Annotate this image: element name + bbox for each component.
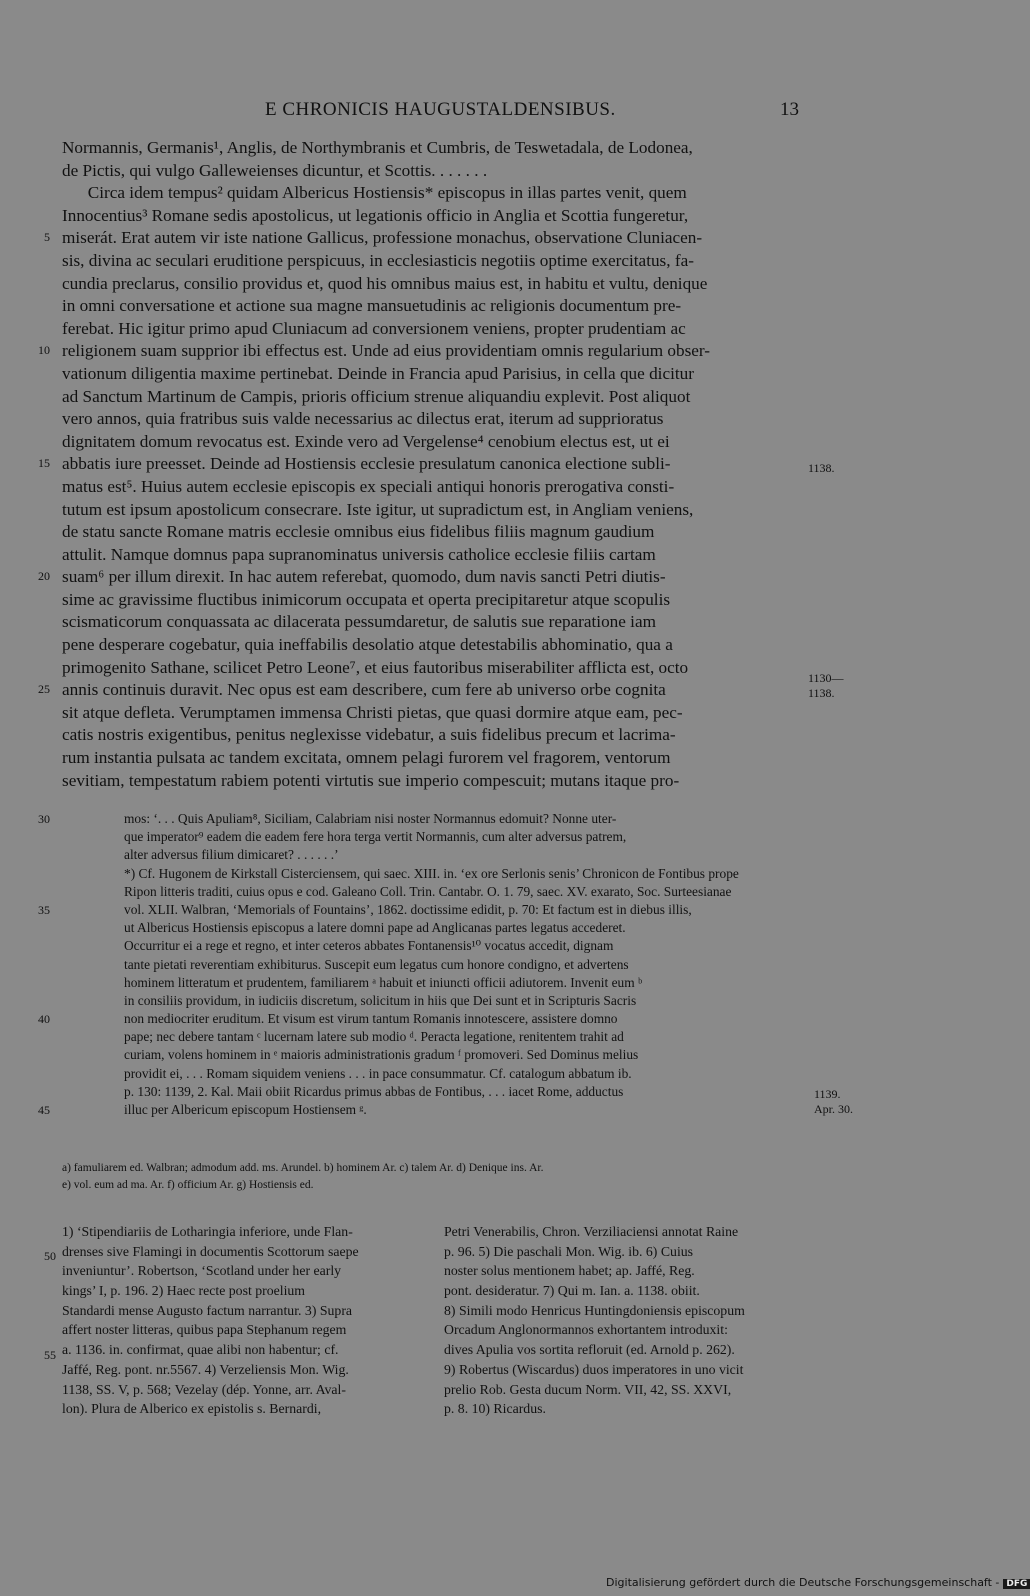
margin-date: 1138. [808,461,835,475]
main-text [62,137,805,792]
text-line: pene desperare cogebatur, quia ineffabilis desolatio atque detestabilis abhominatio, qua a [62,635,673,655]
text-line: de statu sancte Romane matris ecclesie omnibus eius fidelibus filiis magnum gaudium [62,522,655,542]
text-line: catis nostris exigentibus, penitus neglexisse videbatur, a suis fidelibus precum et lacrima- [62,725,676,745]
text-line: vero annos, quia fratribus suis valde necessarius ac dilectus erat, iterum ad supprioratus [62,409,664,429]
text-line: rum instantia pulsata ac tandem excitata, omnem pelagi furorem vel fragorem, ventorum [62,748,671,768]
text-line: lon). Plura de Alberico ex epistolis s. Bernardi, [62,1401,322,1417]
text-line: mos: ‘. . . Quis Apuliam⁸, Siciliam, Calabriam nisi noster Normannus edomuit? Nonne uter- [124,811,617,826]
text-line: matus est⁵. Huius autem ecclesie episcopis ex speciali antiqui honoris prerogativa consti- [62,476,675,496]
text-line: suam⁶ per illum direxit. In hac autem referebat, quomodo, dum navis sancti Petri diutis- [62,567,666,587]
text-line: affert noster litteras, quibus papa Stephanum regem [62,1322,347,1338]
text-line: ad Sanctum Martinum de Campis, prioris officium strenue aliquandiu explevit. Post aliquot [62,386,691,406]
text-line: vol. XLII. Walbran, ‘Memorials of Fountains’, 1862. doctissime edidit, p. 70: Et factum est in diebus illis, [124,901,692,917]
text-line: p. 96. 5) Die paschali Mon. Wig. ib. 6) Cuius [444,1243,694,1259]
text-line: hominem litteratum et prudentem, familiarem ᵃ habuit et iniuncti officii adiutorem. Invenit eum ᵇ [124,974,643,990]
footnotes-left-column [62,1222,417,1419]
text-line: que imperator⁹ eadem die eadem fere hora terga vertit Normannis, cum alter adversus patrem, [124,829,627,845]
text-line: attulit. Namque domnus papa supranominatus universis catholice ecclesie filiis cartam [62,544,656,564]
text-line: e) vol. eum ad ma. Ar. f) officium Ar. g) Hostiensis ed. [62,1179,314,1191]
text-line: Normannis, Germanis¹, Anglis, de Northymbranis et Cumbris, de Teswetadala, de Lodonea, [62,138,693,157]
line-number: 10 [38,343,50,357]
page-number: 13 [780,99,799,120]
text-line: sevitiam, tempestatum rabiem potenti virtutis sue imperio compescuit; mutans itaque pro- [62,770,680,790]
text-line: pont. desideratur. 7) Qui m. Ian. a. 1138. obiit. [444,1283,700,1299]
text-line: dives Apulia vos sortita refloruit (ed. Arnold p. 262). [444,1342,735,1358]
line-number: 15 [38,456,50,470]
text-line: abbatis iure preesset. Deinde ad Hostiensis ecclesie presulatum canonica electione subli- [62,454,671,474]
text-line: in omni conversatione et actione sua magne mansuetudinis ac religionis documentum pre- [62,296,682,316]
critical-apparatus [62,1160,543,1194]
text-line: a. 1136. in. confirmat, quae alibi non habentur; cf. [62,1342,339,1358]
text-line: cundia preclarus, consilio providus et, quod his omnibus maius est, in habitu et vultu, denique [62,273,708,293]
line-number: 40 [38,1012,50,1026]
text-line: Petri Venerabilis, Chron. Verziliaciensi annotat Raine [444,1224,739,1239]
text-line: p. 130: 1139, 2. Kal. Maii obiit Ricardus primus abbas de Fontibus, . . . iacet Rome, adductus [124,1083,624,1099]
footnotes-right-column [444,1222,799,1419]
text-line: Orcadum Anglonormannos exhortantem introduxit: [444,1322,728,1338]
text-line: tutum est ipsum apostolicum consecrare. Iste igitur, ut supradictum est, in Angliam veniens, [62,499,694,519]
line-number: 5 [44,230,50,244]
text-line: sit atque defleta. Verumptamen immensa Christi pietas, que quasi dormire atque eam, pec- [62,702,683,722]
text-line: drenses sive Flamingi in documentis Scottorum saepe [62,1243,359,1259]
text-line: Ripon litteris traditi, cuius opus e cod. Galeano Coll. Trin. Cantabr. O. 1. 79, saec. XV. exarato, Soc. Surteesianae [124,883,732,899]
footer-credit [606,1576,1030,1589]
text-line: alter adversus filium dimicaret? . . . . . .’ [124,847,339,863]
text-line: Occurritur ei a rege et regno, et inter ceteros abbates Fontanensis¹⁰ vocatus accedit, dignam [124,938,614,954]
margin-date: 1139. [814,1087,841,1101]
text-line: 8) Simili modo Henricus Huntingdoniensis episcopum [444,1302,745,1318]
text-line: providit ei, . . . Romam siquidem veniens . . . in pace consummatur. Cf. catalogum abbatum ib. [124,1065,632,1081]
text-line: non mediocriter eruditum. Et visum est virum tantum Romanis innotescere, assistere domno [124,1011,618,1027]
text-line: primogenito Sathane, scilicet Petro Leone⁷, et eius fautoribus miserabiliter afflicta est, octo [62,657,689,677]
text-line: p. 8. 10) Ricardus. [444,1401,546,1417]
text-line: ut Albericus Hostiensis episcopus a latere domni pape ad Anglicanas partes legatus accederet. [124,920,626,936]
text-line: 9) Robertus (Wiscardus) duos imperatores in uno vicit [444,1361,744,1377]
text-line: illuc per Albericum episcopum Hostiensem ᵍ. [124,1102,367,1117]
text-line: kings’ I, p. 196. 2) Haec recte post proelium [62,1283,306,1299]
text-line: *) Cf. Hugonem de Kirkstall Cisterciensem, qui saec. XIII. in. ‘ex ore Serlonis senis’ Chronicon de Fontibus prope [124,865,739,881]
text-line: prelio Rob. Gesta ducum Norm. VII, 42, SS. XXVI, [444,1381,732,1397]
running-header: E CHRONICIS HAUGUSTALDENSIBUS. [265,99,616,120]
line-number: 55 [44,1348,56,1362]
text-line: 1) ‘Stipendiariis de Lotharingia inferiore, unde Flan- [62,1224,353,1239]
text-line: noster solus mentionem habet; ap. Jaffé, Reg. [444,1263,695,1279]
margin-date: Apr. 30. [814,1102,853,1116]
text-line: pape; nec debere tantam ᶜ lucernam latere sub modio ᵈ. Peracta legatione, renitentem trahit ad [124,1029,624,1045]
margin-date: 1130— [808,671,844,685]
line-number: 45 [38,1103,50,1117]
text-line: inveniuntur’. Robertson, ‘Scotland under her early [62,1263,342,1279]
text-line: Innocentius³ Romane sedis apostolicus, ut legationis officio in Anglia et Scottia fungeretur, [62,205,689,225]
text-line: Jaffé, Reg. pont. nr.5567. 4) Verzeliensis Mon. Wig. [62,1361,349,1377]
text-line: vationum diligentia maxime pertinebat. Deinde in Francia apud Parisius, in cella que dicitur [62,363,694,383]
text-line: dignitatem domum revocatus est. Exinde vero ad Vergelense⁴ cenobium electus est, ut ei [62,431,670,451]
dfg-logo: DFG [1003,1579,1030,1589]
text-line: in consiliis providum, in iudiciis discretum, solicitum in hiis que Dei sunt et in Scripturis Sacris [124,992,637,1008]
line-number: 20 [38,569,50,583]
text-line: curiam, volens hominem in ᵉ maioris administrationis gradum ᶠ promoveri. Sed Dominus melius [124,1047,639,1063]
text-line: sime ac gravissime fluctibus inimicorum occupata et operta precipitaretur atque scopulis [62,589,671,609]
line-number: 50 [44,1249,56,1263]
line-number: 35 [38,903,50,917]
footer-text: Digitalisierung gefördert durch die Deutsche Forschungsgemeinschaft - [606,1576,1000,1589]
text-line: ferebat. Hic igitur primo apud Cluniacum ad conversionem veniens, propter prudentiam ac [62,318,686,338]
text-line: 1138, SS. V, p. 568; Vezelay (dép. Yonne, arr. Aval- [62,1381,346,1397]
text-line: annis continuis duravit. Nec opus est eam describere, cum fere ab universo orbe cognita [62,680,666,700]
text-line: sis, divina ac seculari eruditione perspicuus, in ecclesiasticis negotiis optime exercitatus, fa- [62,250,694,270]
text-line: tante pietati reverentiam exhibiturus. Suscepit eum legatus cum honore condigno, et advertens [124,956,629,972]
text-line: Circa idem tempus² quidam Albericus Hostiensis* episcopus in illas partes venit, quem [62,183,687,203]
text-line: religionem suam supprior ibi effectus est. Unde ad eius providentiam omnis regularium obser- [62,341,711,361]
text-line: Standardi mense Augusto factum narrantur. 3) Supra [62,1302,353,1318]
text-line: miserát. Erat autem vir iste natione Gallicus, professione monachus, observatione Cluniacen- [62,228,703,248]
line-number: 25 [38,682,50,696]
footnote-block [124,810,834,1119]
text-line: a) famuliarem ed. Walbran; admodum add. ms. Arundel. b) hominem Ar. c) talem Ar. d) Denique ins. Ar. [62,1162,544,1174]
text-line: scismaticorum conquassata ac dilacerata pessumdaretur, de salutis sue reparatione iam [62,612,656,632]
margin-date: 1138. [808,686,835,700]
text-line: de Pictis, qui vulgo Galleweienses dicuntur, et Scottis. . . . . . . [62,160,488,180]
line-number: 30 [38,812,50,826]
